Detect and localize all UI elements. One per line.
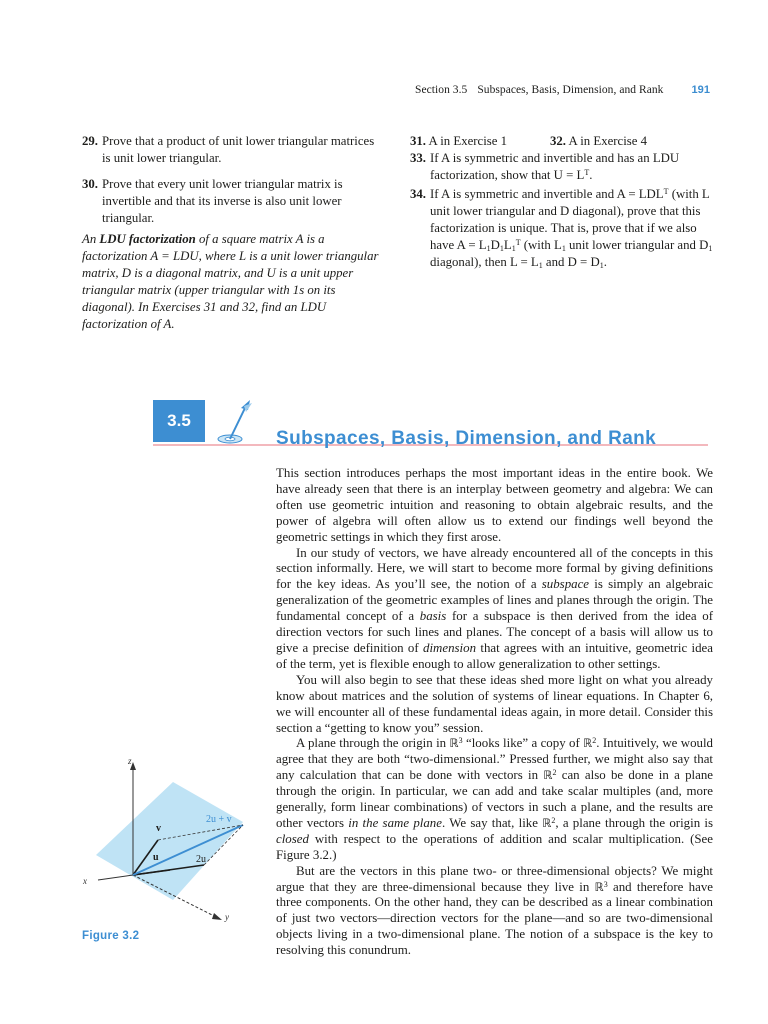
vector-v-label: v xyxy=(156,823,161,834)
text-run: A plane through the origin in xyxy=(296,736,450,751)
ldu-definition xyxy=(82,231,382,333)
header-section-number: Section 3.5 xyxy=(415,84,468,96)
figure-plane-diagram xyxy=(78,750,268,925)
term-dimension: dimension xyxy=(423,640,477,655)
paragraph-1: This section introduces perhaps the most important ideas in the entire book. We have already seen that there is an interplay between geometry and algebra: We can often use geometric intuition and reasoning to obtain algebraic results, and the power of algebra will often allow us to extend our findings well beyond the geometric settings in which they first arose. xyxy=(276,466,713,544)
text-run: and D = D xyxy=(542,255,600,269)
section-title: Subspaces, Basis, Dimension, and Rank xyxy=(276,428,657,449)
subscript: 1 xyxy=(538,261,543,270)
exercise-list-left xyxy=(82,133,382,227)
paragraph-2 xyxy=(276,546,713,673)
section-number-badge: 3.5 xyxy=(153,400,205,442)
superscript: T xyxy=(584,168,590,177)
text-run: . Intuitively, we would agree that they are both “two-dimensional.” Pressed further, we might also say that any calculation that can be done with vectors in xyxy=(276,736,713,783)
vector-2u-label: 2u xyxy=(196,854,206,865)
y-axis-arrowhead xyxy=(212,913,222,920)
exercise-32 xyxy=(550,133,647,150)
exercise-30 xyxy=(82,176,382,227)
exercise-text xyxy=(430,151,679,182)
superscript: 3 xyxy=(458,736,463,746)
text-run: and therefore have three components. On the other hand, they can be described as a linear combination of just two vectors—direction vectors for the plane—and so are two-dimensional objects living in a two-dimensional plane. The notion of a subspace is the key to resolving this conundrum. xyxy=(276,879,713,958)
text-run: for a subspace is then derived from the idea of direction vectors for such lines and planes. The concept of a basis will allow us to give a precise definition of xyxy=(276,609,713,655)
text-run: unit lower triangular and D xyxy=(565,238,709,252)
exercise-number: 31. xyxy=(410,134,426,148)
exercise-text: A in Exercise 1 xyxy=(428,134,508,148)
exercise-list-right xyxy=(410,133,720,271)
x-axis xyxy=(98,875,133,880)
text-run: . xyxy=(589,168,593,182)
figure-caption: Figure 3.2 xyxy=(82,930,140,942)
text-run: “looks like” a copy of xyxy=(462,736,584,751)
exercise-34 xyxy=(410,186,720,271)
superscript: T xyxy=(663,187,669,196)
section-body xyxy=(276,466,713,959)
vector-sum-label: 2u + v xyxy=(206,814,232,825)
reals-symbol: ℝ xyxy=(594,879,604,894)
exercise-text xyxy=(430,187,712,269)
superscript: 2 xyxy=(552,768,557,778)
text-run: But are the vectors in this plane two- or three-dimensional objects? We might argue that they are three-dimensional because they live in xyxy=(276,863,713,894)
exercise-33 xyxy=(410,150,720,184)
text-run: with respect to the operations of addition and scalar multiplication. (See Figure 3.2.) xyxy=(276,831,713,862)
term-basis: basis xyxy=(419,609,447,624)
subscript: 1 xyxy=(511,244,516,253)
reals-symbol: ℝ xyxy=(583,736,593,751)
emphasis-same-plane: in the same plane xyxy=(348,815,442,830)
text-run: (with L xyxy=(520,238,562,252)
exercise-31 xyxy=(410,133,507,150)
exercise-number: 34. xyxy=(410,187,426,201)
exercise-number: 29. xyxy=(82,134,98,148)
y-axis-label: y xyxy=(225,912,229,922)
text-run: If A is symmetric and invertible and A = LDL xyxy=(430,187,664,201)
superscript: 2 xyxy=(551,815,556,825)
ldu-term: LDU factorization xyxy=(99,232,196,246)
term-closed: closed xyxy=(276,831,309,846)
z-axis-label: z xyxy=(128,756,132,766)
page-number: 191 xyxy=(691,84,710,96)
subscript: 1 xyxy=(599,261,604,270)
subscript: 1 xyxy=(486,244,491,253)
text-run: D xyxy=(490,238,500,252)
subscript: 1 xyxy=(499,244,504,253)
ldu-lead: An xyxy=(82,232,100,246)
ldu-text: of a square matrix A is a factorization A = LDU, where L is a unit lower triangular matrix, D is a diagonal matrix, and U is a unit upper triangular matrix (upper triangular with 1s on its diagonal). In Exercises 31 and 32, find an LDU factorization of A. xyxy=(82,232,379,331)
reals-symbol: ℝ xyxy=(449,736,459,751)
text-run: . We say that, like xyxy=(441,815,543,830)
running-header xyxy=(415,84,710,96)
subscript: 1 xyxy=(561,244,566,253)
paragraph-4 xyxy=(276,736,713,863)
exercise-text: Prove that every unit lower triangular matrix is invertible and that its inverse is also unit lower triangular. xyxy=(102,177,343,225)
text-run: is simply an algebraic generalization of the geometric examples of lines and planes through the origin. The fundamental concept of a xyxy=(276,577,714,624)
vector-u-label: u xyxy=(153,852,159,863)
paragraph-3: You will also begin to see that these ideas shed more light on what you already know about matrices and the solution of systems of linear equations. In Chapter 6, we will encounter all of these fundamental ideas again, in more detail. Consider this section a “getting to know you” session. xyxy=(276,672,713,735)
subscript: 1 xyxy=(708,244,713,253)
text-run: In our study of vectors, we have already encountered all of the concepts in this section informally. Here, we will start to become more formal by giving definitions for the key ideas. As you’ll see, the notion of a xyxy=(276,545,713,592)
header-section-title: Subspaces, Basis, Dimension, and Rank xyxy=(477,84,664,96)
exercise-text: Prove that a product of unit lower triangular matrices is unit lower triangular. xyxy=(102,134,375,165)
text-run: . xyxy=(603,255,607,269)
text-run: diagonal), then L = L xyxy=(430,255,539,269)
superscript: 2 xyxy=(592,736,597,746)
exercise-number: 33. xyxy=(410,151,426,165)
text-run: can also be done in a plane through the origin. In particular, we can add and take scalar multiples (and, more generally, form linear combinations) of vectors in such a plane, and the results are other vectors xyxy=(276,768,713,830)
text-run: , a plane through the origin is xyxy=(555,815,714,830)
text-run: L xyxy=(503,238,512,252)
exercise-29 xyxy=(82,133,382,167)
x-axis-label: x xyxy=(83,876,87,886)
paragraph-5 xyxy=(276,864,713,959)
exercise-text: A in Exercise 4 xyxy=(568,134,648,148)
exercise-number: 30. xyxy=(82,177,98,191)
superscript: T xyxy=(515,238,521,247)
text-run: If A is symmetric and invertible and has an LDU factorization, show that U = L xyxy=(430,151,680,182)
reals-symbol: ℝ xyxy=(543,768,553,783)
term-subspace: subspace xyxy=(541,577,590,592)
text-run: (with L unit lower triangular and D diagonal), prove that this factorization is unique. That is, prove that if we also have A = L xyxy=(430,187,710,252)
exercise-number: 32. xyxy=(550,134,566,148)
text-run: that agrees with an intuitive, geometric idea of the term, yet is flexible enough to allow generalization to other settings. xyxy=(276,640,714,671)
superscript: 3 xyxy=(603,879,608,889)
exercises-31-32 xyxy=(410,133,720,150)
reals-symbol: ℝ xyxy=(542,815,552,830)
dart-target-icon xyxy=(210,396,270,452)
plane-region xyxy=(96,782,243,900)
